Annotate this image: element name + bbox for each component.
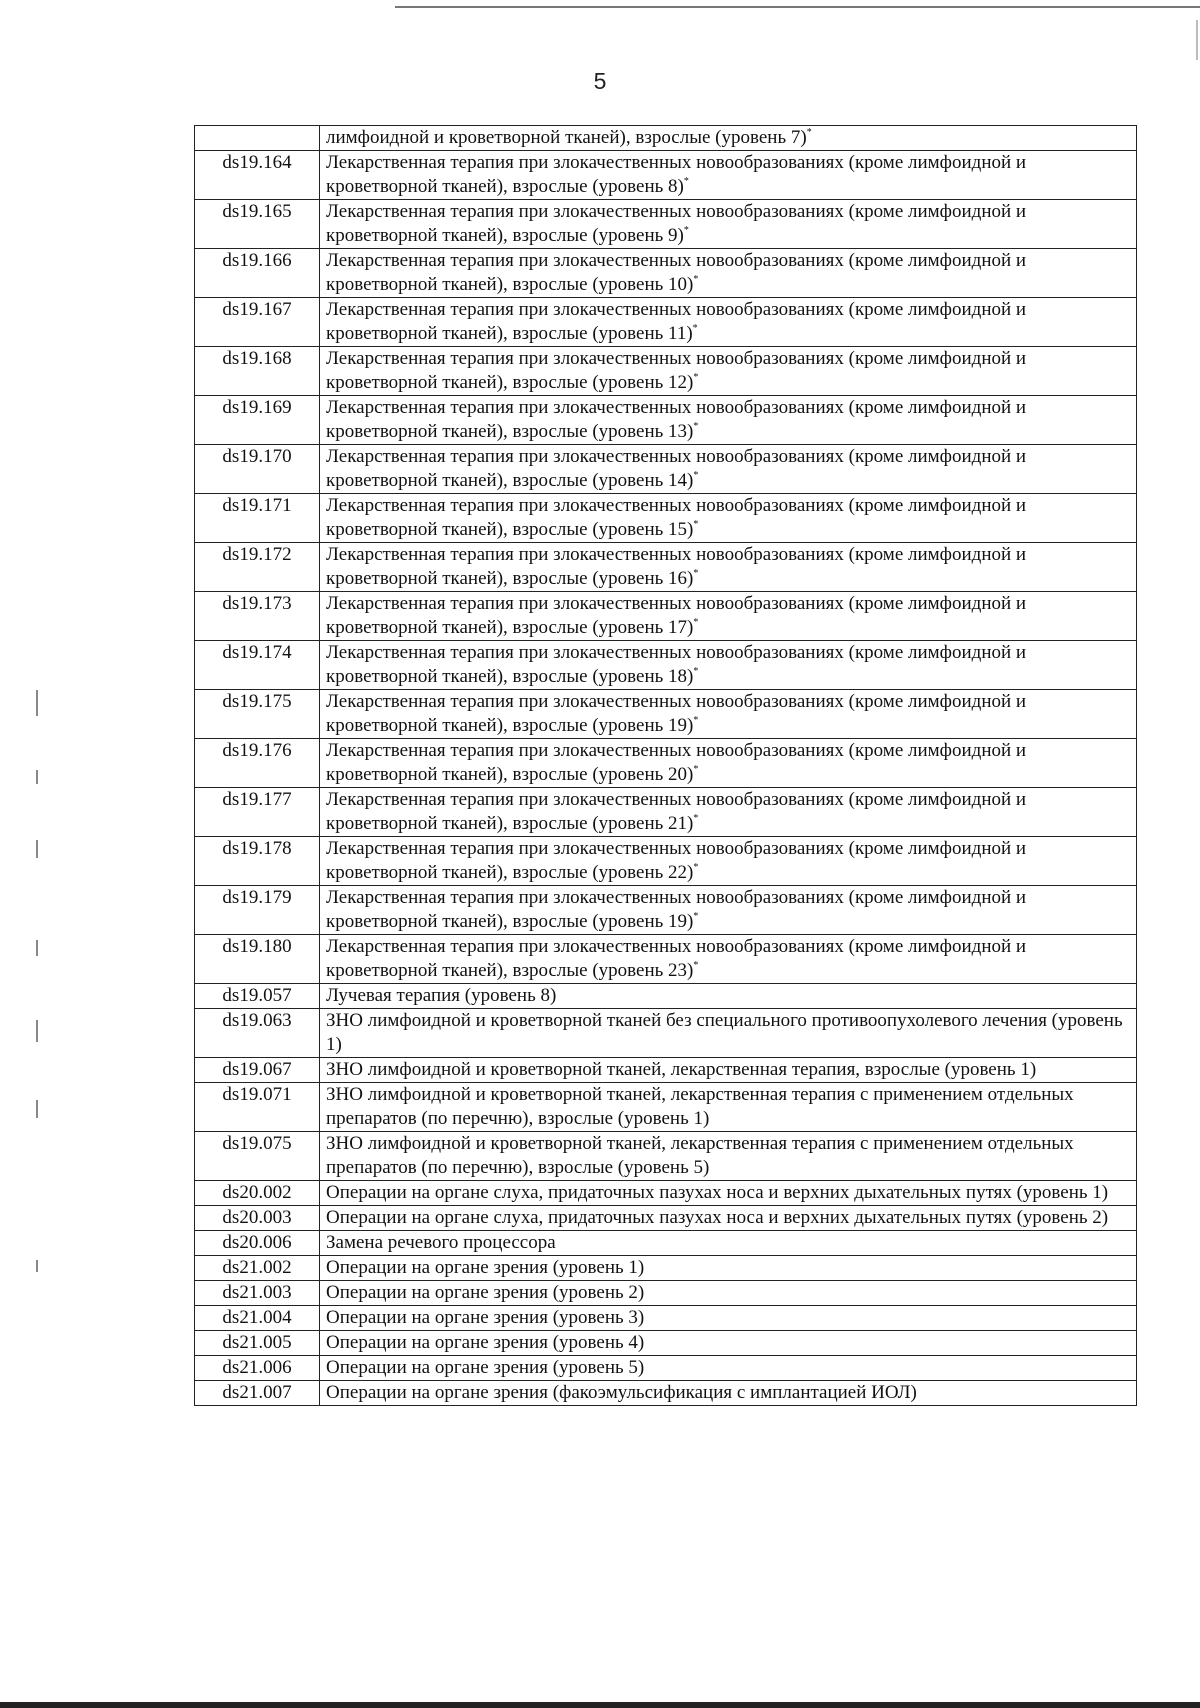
row-description-text: Лекарственная терапия при злокачественных новообразованиях (кроме лимфоидной и кроветворной тканей), взрослые (уровень 19) xyxy=(326,887,1027,932)
row-code: ds21.005 xyxy=(195,1331,320,1356)
footnote-asterisk: * xyxy=(693,470,699,481)
row-code: ds19.071 xyxy=(195,1083,320,1132)
table-row xyxy=(195,494,1137,543)
footnote-asterisk: * xyxy=(806,127,812,138)
row-description xyxy=(320,396,1137,445)
table-row xyxy=(195,347,1137,396)
table-row xyxy=(195,592,1137,641)
row-description-text: Лекарственная терапия при злокачественных новообразованиях (кроме лимфоидной и кроветворной тканей), взрослые (уровень 21) xyxy=(326,789,1027,834)
row-description-text: Лекарственная терапия при злокачественных новообразованиях (кроме лимфоидной и кроветворной тканей), взрослые (уровень 22) xyxy=(326,838,1027,883)
table-row xyxy=(195,1009,1137,1058)
row-description-text: ЗНО лимфоидной и кроветворной тканей без специального противоопухолевого лечения (уровень 1) xyxy=(326,1010,1123,1055)
row-description-text: Лекарственная терапия при злокачественных новообразованиях (кроме лимфоидной и кроветворной тканей), взрослые (уровень 18) xyxy=(326,642,1027,687)
table-row xyxy=(195,935,1137,984)
table-row xyxy=(195,1083,1137,1132)
row-description xyxy=(320,641,1137,690)
row-description xyxy=(320,543,1137,592)
table-row xyxy=(195,1381,1137,1406)
page-number: 5 xyxy=(593,68,607,94)
table-row xyxy=(195,886,1137,935)
row-code: ds19.166 xyxy=(195,249,320,298)
row-code: ds19.172 xyxy=(195,543,320,592)
scan-edge-mark xyxy=(1196,20,1198,60)
row-description-text: Операции на органе слуха, придаточных пазухах носа и верхних дыхательных путях (уровень 2) xyxy=(326,1207,1109,1228)
table-row xyxy=(195,837,1137,886)
row-description xyxy=(320,249,1137,298)
row-description-text: Операции на органе зрения (факоэмульсификация с имплантацией ИОЛ) xyxy=(326,1382,917,1403)
row-code: ds19.164 xyxy=(195,151,320,200)
scan-left-marks xyxy=(36,690,40,1290)
row-description xyxy=(320,200,1137,249)
row-description-text: Лекарственная терапия при злокачественных новообразованиях (кроме лимфоидной и кроветворной тканей), взрослые (уровень 12) xyxy=(326,348,1027,393)
row-code: ds19.067 xyxy=(195,1058,320,1083)
row-description-text: Замена речевого процессора xyxy=(326,1232,556,1253)
row-code: ds19.171 xyxy=(195,494,320,543)
scan-bottom-rule xyxy=(0,1702,1200,1708)
table-row xyxy=(195,1206,1137,1231)
footnote-asterisk: * xyxy=(693,911,699,922)
row-description xyxy=(320,1231,1137,1256)
footnote-asterisk: * xyxy=(693,862,699,873)
tariff-table xyxy=(194,125,1137,1406)
footnote-asterisk: * xyxy=(693,960,699,971)
table-body xyxy=(195,126,1137,1406)
table-row xyxy=(195,1181,1137,1206)
row-description-text: Операции на органе зрения (уровень 1) xyxy=(326,1257,645,1278)
row-description xyxy=(320,935,1137,984)
table-row xyxy=(195,445,1137,494)
row-description-text: Лучевая терапия (уровень 8) xyxy=(326,985,557,1006)
row-code: ds19.176 xyxy=(195,739,320,788)
row-code: ds19.063 xyxy=(195,1009,320,1058)
footnote-asterisk: * xyxy=(693,421,699,432)
row-description xyxy=(320,126,1137,151)
footnote-asterisk: * xyxy=(693,666,699,677)
row-description xyxy=(320,788,1137,837)
row-description-text: Лекарственная терапия при злокачественных новообразованиях (кроме лимфоидной и кроветворной тканей), взрослые (уровень 19) xyxy=(326,691,1027,736)
table-row xyxy=(195,126,1137,151)
row-description-text: Лекарственная терапия при злокачественных новообразованиях (кроме лимфоидной и кроветворной тканей), взрослые (уровень 15) xyxy=(326,495,1027,540)
row-description-text: ЗНО лимфоидной и кроветворной тканей, лекарственная терапия, взрослые (уровень 1) xyxy=(326,1059,1037,1080)
row-description-text: Операции на органе слуха, придаточных пазухах носа и верхних дыхательных путях (уровень 1) xyxy=(326,1182,1109,1203)
table-row xyxy=(195,984,1137,1009)
row-description xyxy=(320,1206,1137,1231)
row-description xyxy=(320,1256,1137,1281)
row-code: ds19.170 xyxy=(195,445,320,494)
table-row xyxy=(195,1058,1137,1083)
footnote-asterisk: * xyxy=(693,568,699,579)
footnote-asterisk: * xyxy=(693,274,699,285)
row-description-text: Лекарственная терапия при злокачественных новообразованиях (кроме лимфоидной и кроветворной тканей), взрослые (уровень 23) xyxy=(326,936,1027,981)
row-code: ds21.002 xyxy=(195,1256,320,1281)
row-description-text: Лекарственная терапия при злокачественных новообразованиях (кроме лимфоидной и кроветворной тканей), взрослые (уровень 13) xyxy=(326,397,1027,442)
table-row xyxy=(195,200,1137,249)
table-row xyxy=(195,298,1137,347)
row-description-text: Лекарственная терапия при злокачественных новообразованиях (кроме лимфоидной и кроветворной тканей), взрослые (уровень 10) xyxy=(326,250,1027,295)
table-row xyxy=(195,1331,1137,1356)
row-code: ds19.179 xyxy=(195,886,320,935)
row-code: ds21.003 xyxy=(195,1281,320,1306)
row-description xyxy=(320,1356,1137,1381)
row-description xyxy=(320,1381,1137,1406)
row-code: ds20.006 xyxy=(195,1231,320,1256)
row-description-text: Лекарственная терапия при злокачественных новообразованиях (кроме лимфоидной и кроветворной тканей), взрослые (уровень 14) xyxy=(326,446,1027,491)
table-row xyxy=(195,1132,1137,1181)
row-code: ds19.165 xyxy=(195,200,320,249)
row-description xyxy=(320,886,1137,935)
footnote-asterisk: * xyxy=(683,176,689,187)
row-description xyxy=(320,151,1137,200)
row-description-text: Лекарственная терапия при злокачественных новообразованиях (кроме лимфоидной и кроветворной тканей), взрослые (уровень 17) xyxy=(326,593,1027,638)
row-code: ds21.006 xyxy=(195,1356,320,1381)
row-description-text: Лекарственная терапия при злокачественных новообразованиях (кроме лимфоидной и кроветворной тканей), взрослые (уровень 16) xyxy=(326,544,1027,589)
row-code: ds19.178 xyxy=(195,837,320,886)
row-description xyxy=(320,837,1137,886)
row-code xyxy=(195,126,320,151)
footnote-asterisk: * xyxy=(692,323,698,334)
row-code: ds19.173 xyxy=(195,592,320,641)
row-description-text: Операции на органе зрения (уровень 5) xyxy=(326,1357,645,1378)
row-description-text: Лекарственная терапия при злокачественных новообразованиях (кроме лимфоидной и кроветворной тканей), взрослые (уровень 9) xyxy=(326,201,1027,246)
table-row xyxy=(195,396,1137,445)
row-code: ds19.057 xyxy=(195,984,320,1009)
row-description xyxy=(320,1181,1137,1206)
footnote-asterisk: * xyxy=(693,519,699,530)
table-row xyxy=(195,788,1137,837)
table-row xyxy=(195,739,1137,788)
row-description xyxy=(320,1306,1137,1331)
row-description-text: Лекарственная терапия при злокачественных новообразованиях (кроме лимфоидной и кроветворной тканей), взрослые (уровень 20) xyxy=(326,740,1027,785)
table-row xyxy=(195,249,1137,298)
row-description-text: ЗНО лимфоидной и кроветворной тканей, лекарственная терапия с применением отдельных препаратов (по перечню), взрослые (уровень 1) xyxy=(326,1084,1074,1129)
row-code: ds21.007 xyxy=(195,1381,320,1406)
row-code: ds19.174 xyxy=(195,641,320,690)
row-code: ds19.175 xyxy=(195,690,320,739)
row-description-text: Операции на органе зрения (уровень 3) xyxy=(326,1307,645,1328)
row-code: ds19.177 xyxy=(195,788,320,837)
row-description-text: Операции на органе зрения (уровень 2) xyxy=(326,1282,645,1303)
table-row xyxy=(195,151,1137,200)
row-description-text: ЗНО лимфоидной и кроветворной тканей, лекарственная терапия с применением отдельных препаратов (по перечню), взрослые (уровень 5) xyxy=(326,1133,1074,1178)
row-description xyxy=(320,445,1137,494)
row-code: ds19.075 xyxy=(195,1132,320,1181)
footnote-asterisk: * xyxy=(693,764,699,775)
scan-top-rule xyxy=(395,6,1200,8)
table-row xyxy=(195,1256,1137,1281)
row-code: ds19.180 xyxy=(195,935,320,984)
table-row xyxy=(195,1306,1137,1331)
row-description xyxy=(320,984,1137,1009)
row-description-text: Лекарственная терапия при злокачественных новообразованиях (кроме лимфоидной и кроветворной тканей), взрослые (уровень 11) xyxy=(326,299,1027,344)
row-code: ds21.004 xyxy=(195,1306,320,1331)
table-row xyxy=(195,690,1137,739)
table-row xyxy=(195,1356,1137,1381)
row-description-text: лимфоидной и кроветворной тканей), взрослые (уровень 7) xyxy=(326,127,807,148)
footnote-asterisk: * xyxy=(683,225,689,236)
row-code: ds20.002 xyxy=(195,1181,320,1206)
row-description xyxy=(320,298,1137,347)
row-description-text: Лекарственная терапия при злокачественных новообразованиях (кроме лимфоидной и кроветворной тканей), взрослые (уровень 8) xyxy=(326,152,1027,197)
row-description xyxy=(320,1132,1137,1181)
row-description xyxy=(320,690,1137,739)
row-description xyxy=(320,494,1137,543)
row-code: ds19.169 xyxy=(195,396,320,445)
table-row xyxy=(195,1281,1137,1306)
footnote-asterisk: * xyxy=(693,372,699,383)
row-description xyxy=(320,347,1137,396)
table-row xyxy=(195,1231,1137,1256)
footnote-asterisk: * xyxy=(693,715,699,726)
row-description xyxy=(320,1058,1137,1083)
row-description xyxy=(320,1331,1137,1356)
table-row xyxy=(195,543,1137,592)
row-description xyxy=(320,592,1137,641)
footnote-asterisk: * xyxy=(693,813,699,824)
row-code: ds19.168 xyxy=(195,347,320,396)
table-row xyxy=(195,641,1137,690)
footnote-asterisk: * xyxy=(693,617,699,628)
row-description-text: Операции на органе зрения (уровень 4) xyxy=(326,1332,645,1353)
row-code: ds20.003 xyxy=(195,1206,320,1231)
row-description xyxy=(320,1281,1137,1306)
row-description xyxy=(320,1009,1137,1058)
row-description xyxy=(320,739,1137,788)
row-code: ds19.167 xyxy=(195,298,320,347)
row-description xyxy=(320,1083,1137,1132)
